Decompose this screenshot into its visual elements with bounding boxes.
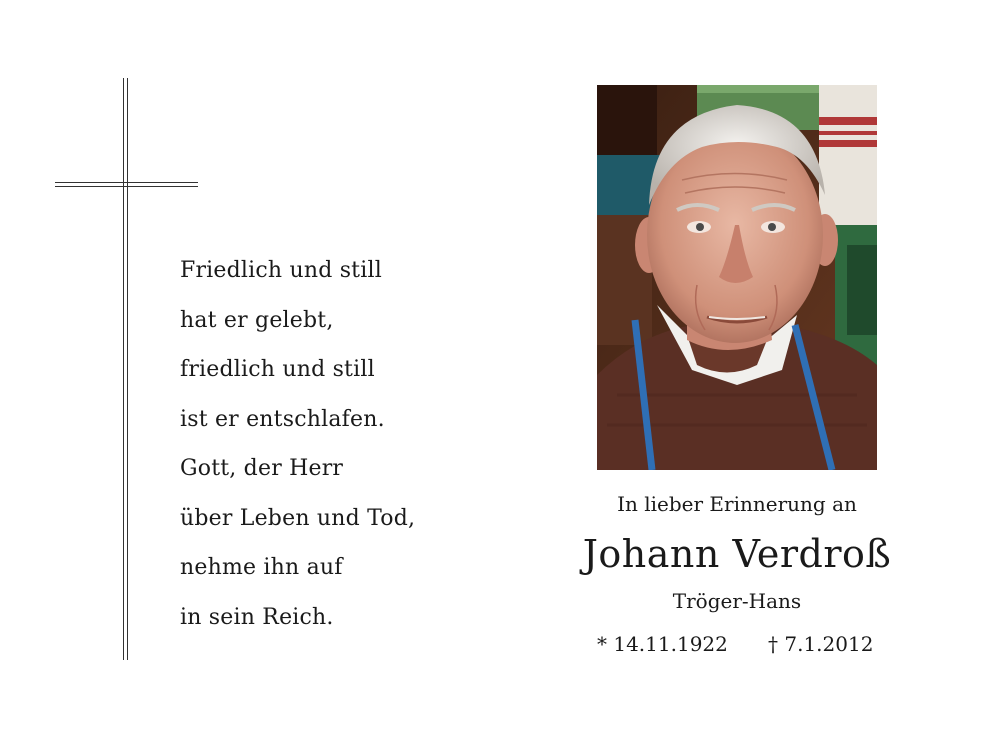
poem-line: ist er entschlafen. xyxy=(180,406,385,432)
poem-line: hat er gelebt, xyxy=(180,307,334,333)
poem-line: in sein Reich. xyxy=(180,604,334,630)
cross-icon-vertical-line xyxy=(127,78,128,660)
cross-icon-horizontal-line xyxy=(55,182,198,183)
death-date: † 7.1.2012 xyxy=(768,632,874,656)
poem-line: nehme ihn auf xyxy=(180,555,343,580)
portrait-photo xyxy=(597,85,877,470)
poem xyxy=(180,246,415,642)
poem-line: Friedlich und still xyxy=(180,258,382,283)
poem-line: friedlich und still xyxy=(180,357,375,382)
poem-line: Gott, der Herr xyxy=(180,456,344,481)
deceased-name: Johann Verdroß xyxy=(582,532,892,576)
cross-icon-vertical-line xyxy=(123,78,124,660)
memorial-intro: In lieber Erinnerung an xyxy=(617,492,857,516)
birth-date: * 14.11.1922 xyxy=(597,632,728,656)
deceased-nickname: Tröger-Hans xyxy=(672,589,802,613)
cross-icon-horizontal-line xyxy=(55,186,198,187)
poem-line: über Leben und Tod, xyxy=(180,505,416,531)
